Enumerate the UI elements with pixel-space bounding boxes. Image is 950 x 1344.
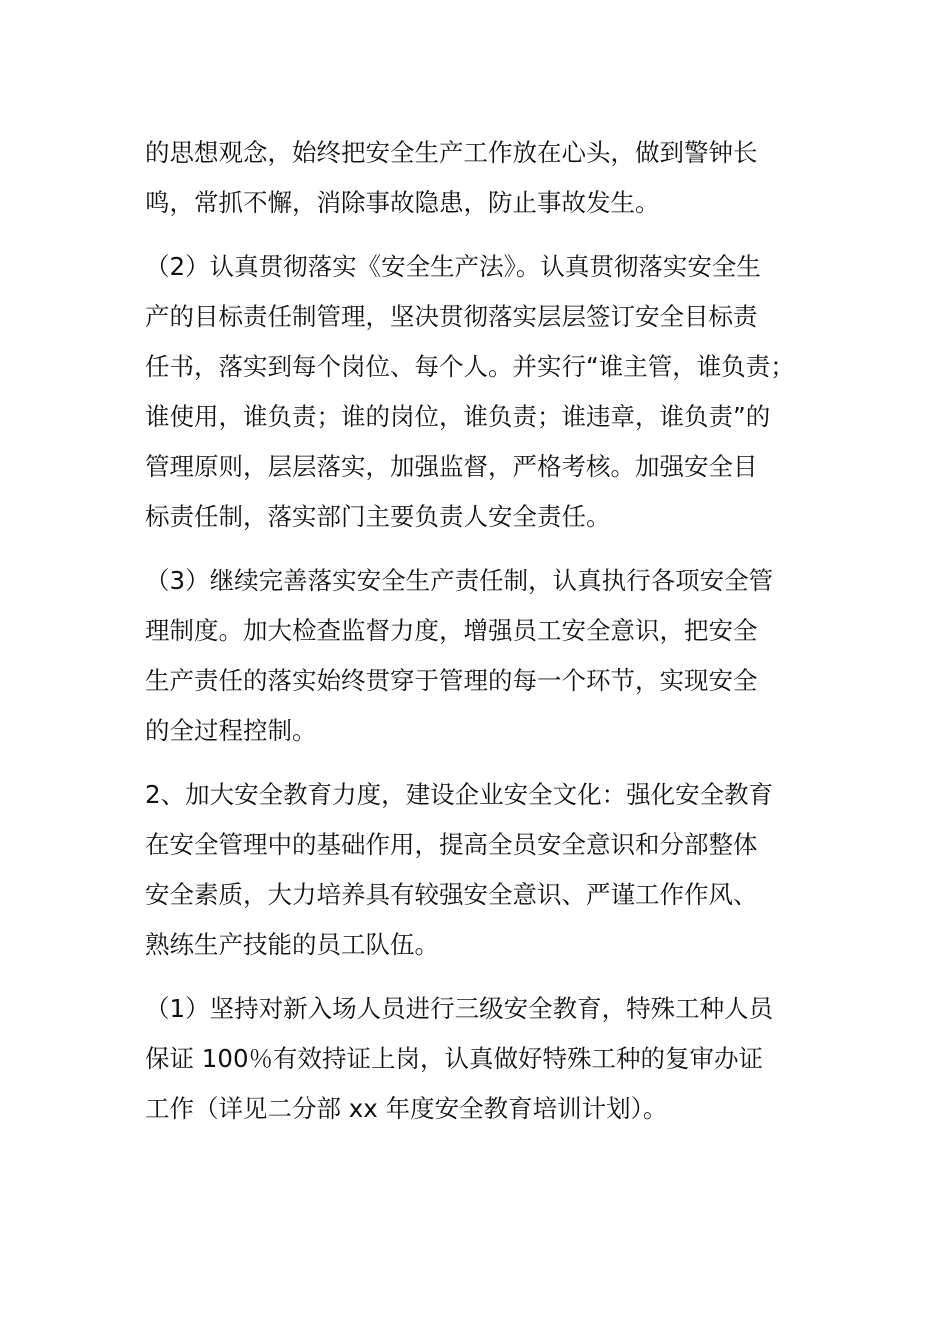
document-body [145,128,825,1148]
text-line: 理制度。加大检查监督力度，增强员工安全意识，把安全 [145,616,758,645]
text-line: （3）继续完善落实安全生产责任制，认真执行各项安全管 [145,566,774,595]
text-line: 安全素质，大力培养具有较强安全意识、严谨工作作风、 [145,880,758,909]
text-line: 在安全管理中的基础作用，提高全员安全意识和分部整体 [145,830,758,859]
paragraph-three-level-education [145,984,825,1134]
text-line: 保证 100％有效持证上岗，认真做好特殊工种的复审办证 [145,1044,764,1073]
text-line: （2）认真贯彻落实《安全生产法》。认真贯彻落实安全生 [145,252,761,281]
text-line: 谁使用，谁负责；谁的岗位，谁负责；谁违章，谁负责”的 [145,402,771,431]
text-line: 熟练生产技能的员工队伍。 [145,930,439,959]
paragraph-safety-law [145,242,825,542]
text-line: 2、加大安全教育力度，建设企业安全文化：强化安全教育 [145,780,774,809]
text-line: 产的目标责任制管理，坚决贯彻落实层层签订安全目标责 [145,302,758,331]
paragraph-safety-education [145,770,825,970]
text-line: 标责任制，落实部门主要负责人安全责任。 [145,502,611,531]
text-line: （1）坚持对新入场人员进行三级安全教育，特殊工种人员 [145,994,774,1023]
text-line: 工作（详见二分部 xx 年度安全教育培训计划）。 [145,1094,668,1123]
text-line: 管理原则，层层落实，加强监督，严格考核。加强安全目 [145,452,758,481]
paragraph-safety-mindset [145,128,825,228]
text-line: 的思想观念，始终把安全生产工作放在心头，做到警钟长 [145,138,758,167]
paragraph-responsibility-system [145,556,825,756]
text-line: 生产责任的落实始终贯穿于管理的每一个环节，实现安全 [145,666,758,695]
text-line: 任书，落实到每个岗位、每个人。并实行“谁主管，谁负责； [145,352,795,381]
text-line: 的全过程控制。 [145,716,317,745]
text-line: 鸣，常抓不懈，消除事故隐患，防止事故发生。 [145,188,660,217]
